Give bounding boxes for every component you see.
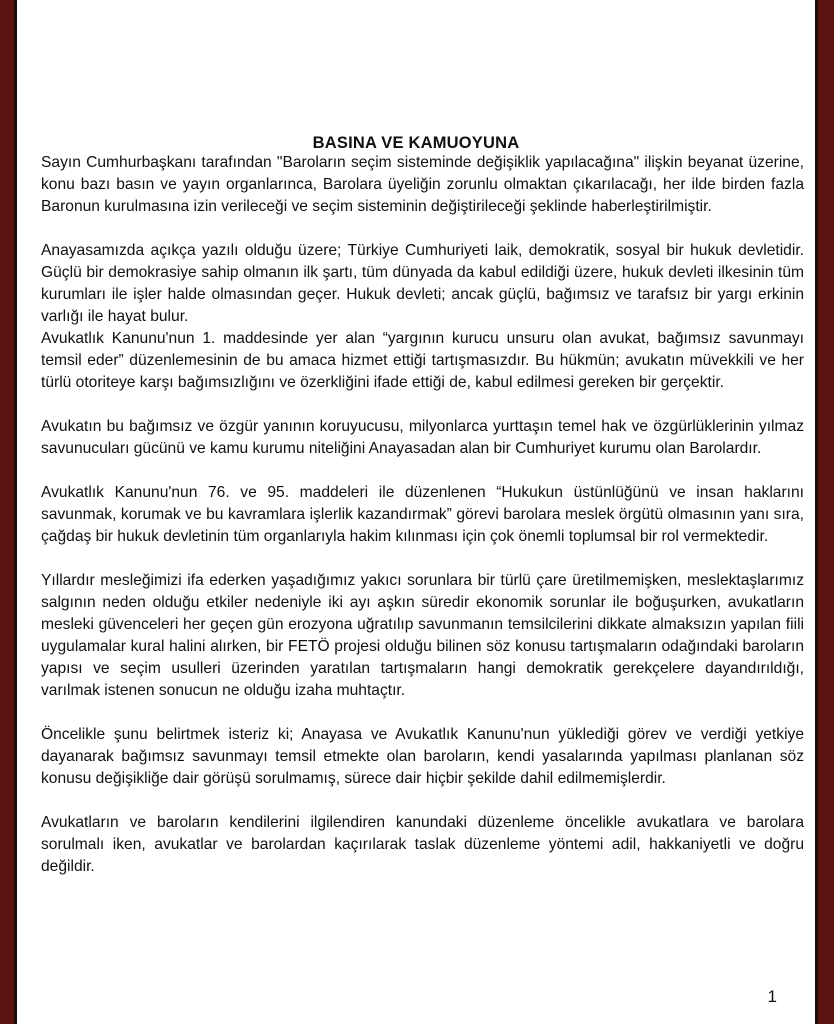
page-number: 1 (767, 987, 777, 1006)
paragraph-not-consulted: Öncelikle şunu belirtmek isteriz ki; Anayasa ve Avukatlık Kanunu'nun yüklediği görev ve verdiği yetkiye dayanarak bağımsız savunmayı temsil etmekte olan baroların, kendi yasalarında yapılması planlanan söz konusu değişikliğe dair görüşü sorulmamış, sürece dair hiçbir şekilde dahil edilmemişlerdir. (41, 726, 804, 787)
paragraph-problems: Yıllardır mesleğimizi ifa ederken yaşadığımız yakıcı sorunlara bir türlü çare üretilmemişken, meslektaşlarımız salgının neden olduğu etkiler nedeniyle iki ayı aşkın süredir ekonomik sorunlar ile boğuşurken, avukatların mesleki güvenceleri her geçen gün erozyona uğratılıp savunmanın temsilcilerini dikkate almaksızın yapılan fiili uygulamalar kural halini alırken, bir FETÖ projesi olduğu bilinen söz konusu tartışmaların odağındaki baroların yapısı ve seçim usulleri üzerinden yaratılan tartışmaların hangi demokratik gerekçelere dayandırıldığı, varılmak istenen sonucun ne olduğu izaha muhtaçtır. (41, 572, 804, 699)
paragraph-bar-associations: Avukatın bu bağımsız ve özgür yanının koruyucusu, milyonlarca yurttaşın temel hak ve özgürlüklerinin yılmaz savunucuları gücünü ve kamu kurumu niteliğini Anayasadan alan bir Cumhuriyet kurumu olan Barolardır. (41, 418, 804, 457)
paragraph-conclusion: Avukatların ve baroların kendilerini ilgilendiren kanundaki düzenleme öncelikle avukatlara ve barolara sorulmalı iken, avukatlar ve barolardan kaçırılarak taslak düzenleme yöntemi adil, hakkaniyetli ve doğru değildir. (41, 814, 804, 875)
paragraph-articles-76-95: Avukatlık Kanunu'nun 76. ve 95. maddeleri ile düzenlenen “Hukukun üstünlüğünü ve insan haklarını savunmak, korumak ve bu kavramlara işlerlik kazandırmak” görevi barolara meslek örgütü olmasının yanı sıra, çağdaş bir hukuk devletinin tüm organlarıyla hakim kılınması için çok önemli toplumsal bir rol vermektedir. (41, 484, 804, 545)
paragraph-intro: Sayın Cumhurbaşkanı tarafından "Baroların seçim sisteminde değişiklik yapılacağına" ilişkin beyanat üzerine, konu bazı basın ve yayın organlarınca, Barolara üyeliğin zorunlu olmaktan çıkarılacağı, her ilde birden fazla Baronun kurulmasına izin verileceği ve seçim sisteminin değiştirileceği şeklinde haberleştirilmiştir. (41, 154, 804, 215)
document-page (14, 0, 818, 1024)
paragraph-article-1: Avukatlık Kanunu'nun 1. maddesinde yer alan “yargının kurucu unsuru olan avukat, bağımsız savunmayı temsil eder” düzenlemesinin de bu amaca hizmet ettiği tartışmasızdır. Bu hükmün; avukatın müvekkili ve her türlü otoriteye karşı bağımsızlığını ve özerkliğini ifade ettiği de, kabul edilmesi gereken bir gerçektir. (41, 330, 804, 391)
document-title: BASINA VE KAMUOYUNA (312, 134, 520, 152)
document-body (41, 152, 804, 878)
paragraph-constitution: Anayasamızda açıkça yazılı olduğu üzere; Türkiye Cumhuriyeti laik, demokratik, sosyal bir hukuk devletidir. Güçlü bir demokrasiye sahip olmanın ilk şartı, tüm dünyada da kabul edildiği üzere, hukuk devleti ilkesinin tüm kurumları ile işler halde olmasından geçer. Hukuk devleti; ancak güçlü, bağımsız ve tarafsız bir yargı erkinin varlığı ile hayat bulur. (41, 242, 804, 325)
